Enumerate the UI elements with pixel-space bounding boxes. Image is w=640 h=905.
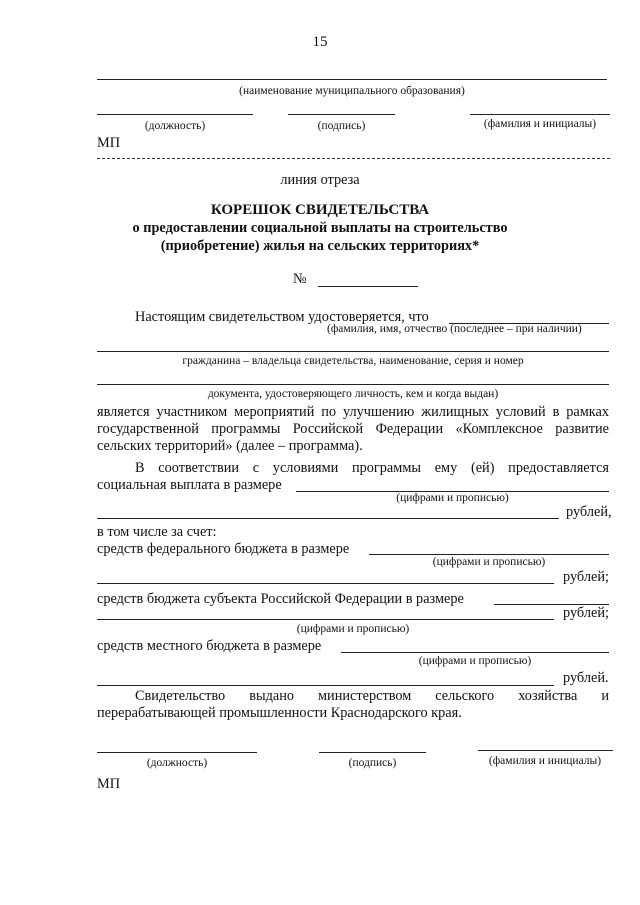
page-number: 15	[312, 34, 328, 50]
name-line	[470, 114, 610, 115]
position-line	[97, 114, 253, 115]
bottom-signature-caption: (подпись)	[348, 757, 397, 769]
issued-line-1: Свидетельство выдано министерством сельского хозяйства и	[135, 688, 609, 704]
federal-budget-line	[369, 554, 609, 555]
stamp-label: МП	[97, 135, 121, 151]
paragraph-1-line-1: является участником мероприятий по улучшению жилищных условий в рамках	[97, 404, 609, 420]
citizen-line	[97, 351, 609, 352]
paragraph-1-line-3: сельских территорий» (далее – программа).	[97, 438, 363, 454]
bottom-name-line	[478, 750, 613, 751]
rubles-label-2: рублей;	[563, 569, 609, 585]
bottom-name-caption: (фамилия и инициалы)	[488, 755, 602, 767]
including-text: в том числе за счет:	[97, 524, 217, 540]
number-line	[318, 286, 418, 287]
paragraph-1-line-2: государственной программы Российской Федерации «Комплексное развитие	[97, 421, 609, 437]
social-payment-line-2	[97, 518, 559, 519]
name-caption: (фамилия и инициалы)	[483, 118, 597, 130]
signature-line	[288, 114, 395, 115]
cut-line	[97, 158, 610, 159]
cut-line-label: линия отреза	[280, 172, 360, 188]
heading-line-2: о предоставлении социальной выплаты на строительство	[132, 220, 508, 236]
federal-budget-caption: (цифрами и прописью)	[432, 556, 546, 568]
bottom-position-caption: (должность)	[146, 757, 208, 769]
regional-budget-caption: (цифрами и прописью)	[296, 623, 410, 635]
local-budget-text: средств местного бюджета в размере	[97, 638, 322, 654]
local-budget-caption: (цифрами и прописью)	[418, 655, 532, 667]
regional-budget-text: средств бюджета субъекта Российской Федерации в размере	[97, 591, 464, 607]
rubles-label-1: рублей,	[566, 504, 612, 520]
federal-budget-line-2	[97, 583, 554, 584]
document-line	[97, 384, 609, 385]
document-caption: документа, удостоверяющего личность, кем и когда выдан)	[207, 388, 499, 400]
social-payment-caption: (цифрами и прописью)	[396, 492, 509, 504]
signature-caption: (подпись)	[317, 120, 366, 132]
municipality-caption: (наименование муниципального образования)	[239, 85, 465, 97]
bottom-signature-line	[319, 752, 426, 753]
regional-budget-line-2	[97, 619, 554, 620]
citizen-caption: гражданина – владельца свидетельства, наименование, серия и номер	[182, 355, 524, 367]
rubles-label-3: рублей;	[563, 605, 609, 621]
rubles-label-4: рублей.	[563, 670, 609, 686]
fio-caption: (фамилия, имя, отчество (последнее – при наличии)	[327, 323, 582, 335]
position-caption: (должность)	[144, 120, 206, 132]
social-payment-text: социальная выплата в размере	[97, 477, 282, 493]
federal-budget-text: средств федерального бюджета в размере	[97, 541, 350, 557]
heading-title: КОРЕШОК СВИДЕТЕЛЬСТВА	[210, 202, 430, 218]
heading-line-3: (приобретение) жилья на сельских территориях*	[160, 238, 480, 254]
local-budget-line-2	[97, 685, 554, 686]
issued-line-2: перерабатывающей промышленности Краснодарского края.	[97, 705, 462, 721]
paragraph-2-line-1: В соответствии с условиями программы ему (ей) предоставляется	[135, 460, 609, 476]
certify-text: Настоящим свидетельством удостоверяется, что	[135, 309, 429, 325]
bottom-stamp-label: МП	[97, 776, 121, 792]
local-budget-line	[341, 652, 609, 653]
bottom-position-line	[97, 752, 257, 753]
number-label: №	[293, 271, 307, 287]
municipality-line	[97, 79, 607, 80]
